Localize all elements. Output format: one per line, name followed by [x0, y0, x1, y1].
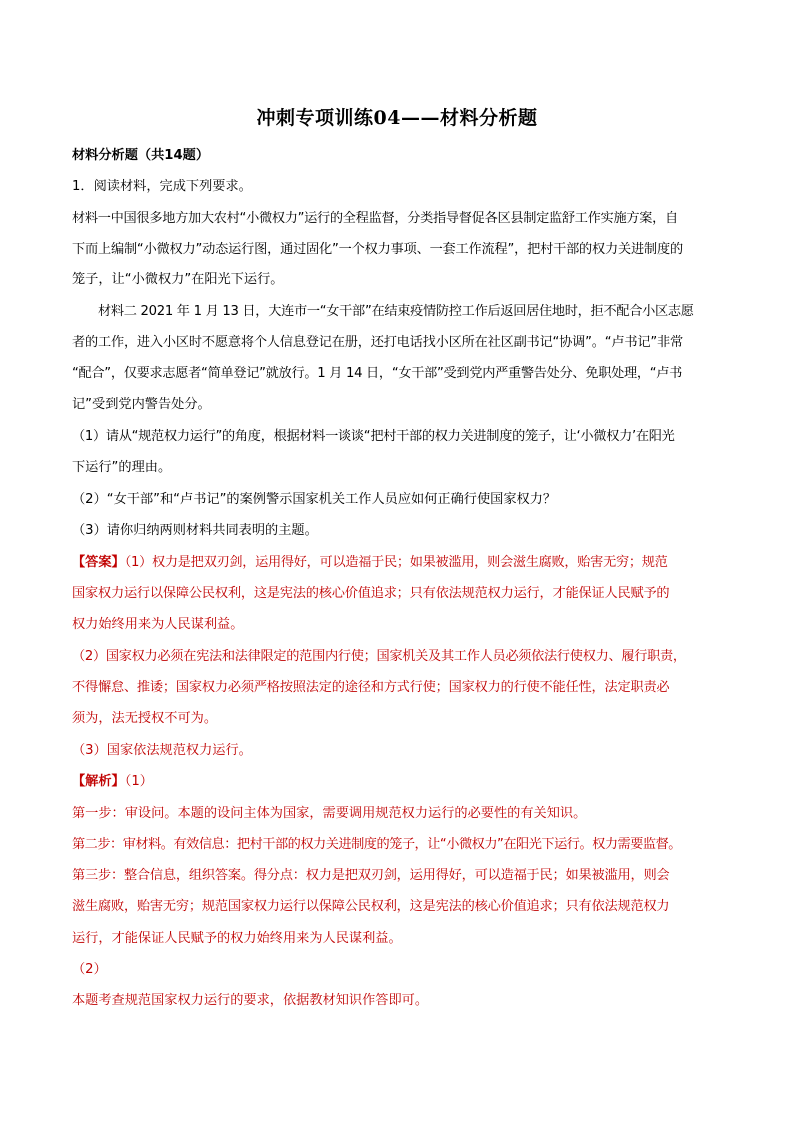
- analysis-line: 运行，才能保证人民赋予的权力始终用来为人民谋利益。: [72, 931, 402, 946]
- analysis-label: 【解析】: [72, 774, 125, 789]
- material2-line: 记”受到党内警告处分。: [72, 397, 211, 412]
- analysis-line: 第三步：整合信息，组织答案。得分点：权力是把双刃剑，运用得好，可以造福于民；如果被滥用，则会: [72, 868, 670, 883]
- sub-question: 下运行”的理由。: [72, 460, 172, 475]
- analysis-line: （2）: [72, 962, 107, 977]
- answer-line: 国家权力运行以保障公民权利，这是宪法的核心价值追求；只有依法规范权力运行，才能保证人民赋予的: [72, 586, 670, 601]
- answer-line: （3）国家依法规范权力运行。: [72, 743, 252, 758]
- answer-line: （2）国家权力必须在宪法和法律限定的范围内行使；国家机关及其工作人员必须依法行使权力、履行职责，: [72, 649, 686, 664]
- question-intro: 1．阅读材料，完成下列要求。: [72, 179, 252, 194]
- analysis-first-line: [72, 772, 724, 792]
- answer-line: 须为，法无授权不可为。: [72, 711, 218, 726]
- material2-line: 者的工作，进入小区时不愿意将个人信息登记在册，还打电话找小区所在社区副书记“协调”。“卢书记”非常: [72, 335, 683, 350]
- material2-line: 材料二 2021 年 1 月 13 日，大连市一“女干部”在结束疫情防控工作后返回居住地时，拒不配合小区志愿: [98, 304, 694, 319]
- sub-question: （1）请从“规范权力运行”的角度，根据材料一谈谈“把村干部的权力关进制度的笼子，让‘小微权力’在阳光: [72, 429, 675, 444]
- analysis-line: 第二步：审材料。有效信息：把村干部的权力关进制度的笼子，让“小微权力”在阳光下运行。权力需要监督。: [72, 837, 681, 852]
- sub-question: （3）请你归纳两则材料共同表明的主题。: [72, 523, 318, 538]
- analysis-line: 本题考查规范国家权力运行的要求，依据教材知识作答即可。: [72, 993, 429, 1008]
- page-title: 冲刺专项训练04——材料分析题: [256, 107, 538, 129]
- analysis-line: 滋生腐败，贻害无穷；规范国家权力运行以保障公民权利，这是宪法的核心价值追求；只有依法规范权力: [72, 899, 670, 914]
- answer-line: 权力始终用来为人民谋利益。: [72, 617, 244, 632]
- answer-label: 【答案】: [72, 555, 125, 570]
- material1-line: 下而上编制“小微权力”动态运行图，通过固化”一个权力事项、一套工作流程”，把村干部的权力关进制度的: [72, 242, 683, 257]
- analysis-line: （1）: [124, 774, 153, 789]
- material2-line: “配合”，仅要求志愿者“简单登记”就放行。1 月 14 日，“女干部”受到党内严重警告处分、免职处理，“卢书: [72, 366, 683, 381]
- material1-line: 笼子，让“小微权力”在阳光下运行。: [72, 272, 284, 287]
- answer-line: 不得懈怠、推诿；国家权力必须严格按照法定的途径和方式行使；国家权力的行使不能任性，法定职责必: [72, 680, 670, 695]
- answer-first-line: [72, 553, 724, 573]
- analysis-line: 第一步：审设问。本题的设问主体为国家，需要调用规范权力运行的必要性的有关知识。: [72, 806, 587, 821]
- material1-line: 材料一中国很多地方加大农村“小微权力”运行的全程监督，分类指导督促各区县制定监舒工作实施方案，自: [72, 211, 678, 226]
- sub-question: （2）“女干部”和“卢书记”的案例警示国家机关工作人员应如何正确行使国家权力？: [72, 492, 557, 507]
- answer-line: （1）权力是把双刃剑，运用得好，可以造福于民；如果被滥用，则会滋生腐败，贻害无穷；规范: [124, 555, 668, 570]
- section-header: 材料分析题（共14题）: [72, 148, 210, 163]
